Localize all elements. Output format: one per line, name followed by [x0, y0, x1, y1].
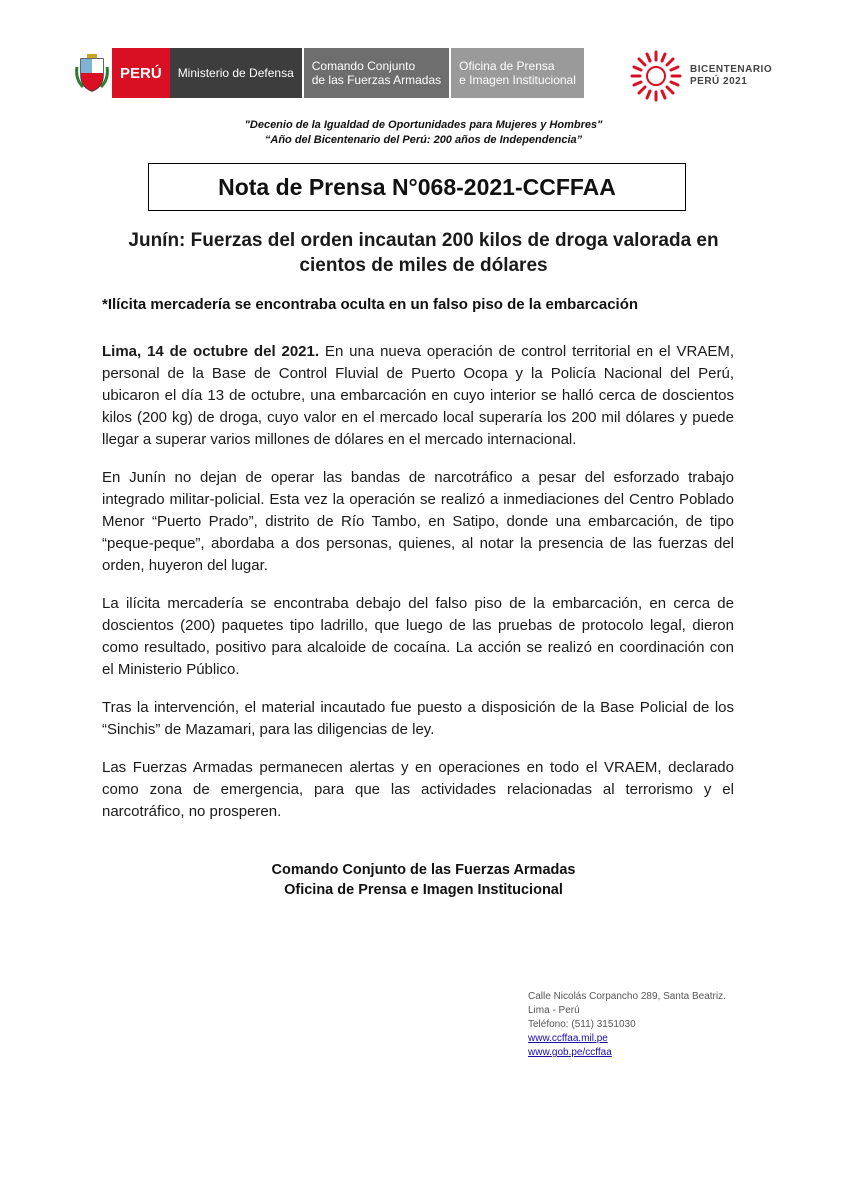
link-gob-ccffaa[interactable]: www.gob.pe/ccffaa	[528, 1047, 612, 1058]
contact-phone: Teléfono: (511) 3151030	[528, 1019, 636, 1030]
contact-city: Lima - Perú	[528, 1005, 580, 1016]
ministry-label: Ministerio de Defensa	[170, 48, 302, 98]
link-ccffaa-site[interactable]: www.ccffaa.mil.pe	[528, 1033, 608, 1044]
paragraph-1: Lima, 14 de octubre del 2021. En una nueva operación de control territorial en el VRAEM, personal de la Base de Control Fluvial de Puerto Ocopa y la Policía Nacional del Perú, ubicaron el día 13 de octubre, una embarcación en cuyo interior se halló cerca de doscientos kilos (200 kg) de droga, cuyo valor en el mercado local superaría los 200 mil dólares y puede llegar a superar varios millones de dólares en el mercado internacional.	[102, 343, 734, 448]
signature-line-2: Oficina de Prensa e Imagen Institucional	[284, 882, 563, 898]
paragraph-5: Las Fuerzas Armadas permanecen alertas y en operaciones en todo el VRAEM, declarado como zona de emergencia, para que las actividades relacionadas al terrorismo y el narcotráfico, no prosperen.	[102, 759, 734, 820]
article-body	[102, 341, 734, 839]
contact-info	[528, 990, 726, 1060]
headline: Junín: Fuerzas del orden incautan 200 kilos de droga valorada en cientos de miles de dólares	[128, 230, 719, 276]
oficina-label: Oficina de Prensa e Imagen Institucional	[449, 48, 584, 98]
gov-brand-bar	[112, 48, 584, 98]
decenio-line-2: “Año del Bicentenario del Perú: 200 años de Independencia”	[264, 134, 583, 146]
bicentenario-logo	[628, 48, 772, 104]
dateline: Lima, 14 de octubre del 2021.	[102, 343, 320, 360]
paragraph-3: La ilícita mercadería se encontraba debajo del falso piso de la embarcación, en cerca de doscientos (200) paquetes tipo ladrillo, que luego de las pruebas de protocolo legal, dieron como resultado, positivo para alcaloide de cocaína. La acción se realizó en coordinación con el Ministerio Público.	[102, 595, 734, 678]
signature-line-1: Comando Conjunto de las Fuerzas Armadas	[271, 862, 576, 878]
peru-coat-of-arms-icon	[72, 48, 112, 98]
decenio-motto	[0, 118, 847, 148]
contact-address: Calle Nicolás Corpancho 289, Santa Beatriz.	[528, 991, 726, 1002]
press-note-title: Nota de Prensa N°068-2021-CCFFAA	[148, 163, 686, 211]
signature-block	[0, 860, 847, 900]
subheadline: *Ilícita mercadería se encontraba oculta en un falso piso de la embarcación	[102, 296, 639, 313]
comando-label: Comando Conjunto de las Fuerzas Armadas	[302, 48, 449, 98]
institution-header	[72, 48, 584, 98]
paragraph-2: En Junín no dejan de operar las bandas de narcotráfico a pesar del esforzado trabajo integrado militar-policial. Esta vez la operación se realizó a inmediaciones del Centro Poblado Menor “Puerto Prado”, distrito de Río Tambo, en Satipo, donde una embarcación, de tipo “peque-peque”, abordaba a dos personas, quienes, al notar la presencia de las fuerzas del orden, huyeron del lugar.	[102, 469, 734, 574]
paragraph-4: Tras la intervención, el material incautado fue puesto a disposición de la Base Policial de los “Sinchis” de Mazamari, para las diligencias de ley.	[102, 699, 734, 738]
bicentenario-text: BICENTENARIO PERÚ 2021	[690, 64, 773, 87]
bicentenario-emblem-icon	[628, 48, 684, 104]
peru-label: PERÚ	[112, 48, 170, 98]
decenio-line-1: "Decenio de la Igualdad de Oportunidades para Mujeres y Hombres"	[244, 119, 603, 131]
